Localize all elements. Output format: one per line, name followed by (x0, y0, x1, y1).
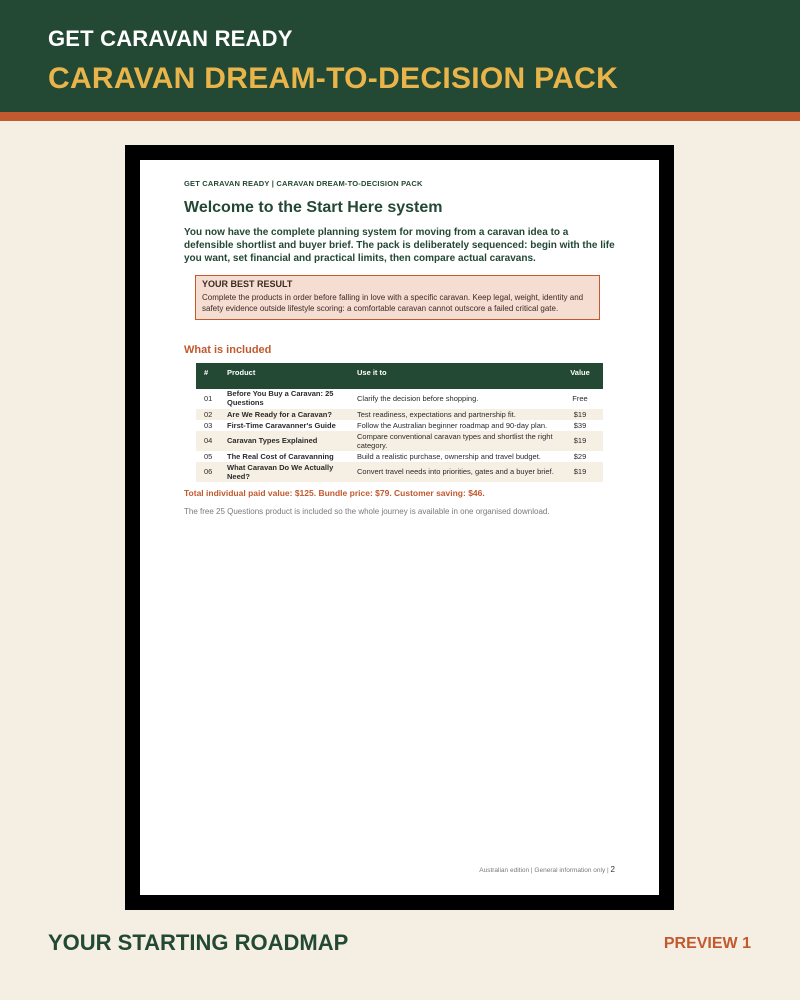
row-use: Convert travel needs into priorities, gates and a buyer brief. (357, 467, 554, 476)
row-number: 03 (204, 421, 213, 430)
preview-label: PREVIEW 1 (663, 935, 751, 952)
row-product: Are We Ready for a Caravan? (227, 410, 332, 419)
page-number: 2 (610, 865, 615, 874)
row-value: $19 (573, 436, 587, 445)
table-row (196, 431, 603, 451)
table-header-row (196, 363, 603, 389)
table-row (196, 451, 603, 462)
row-number: 04 (204, 436, 213, 445)
header-use: Use it to (357, 368, 387, 377)
banner-stripe (0, 112, 800, 121)
row-product: First-Time Caravanner's Guide (227, 421, 336, 430)
header-banner (0, 0, 800, 112)
row-use: Follow the Australian beginner roadmap and 90-day plan. (357, 421, 548, 430)
row-value: Free (572, 394, 588, 403)
footer-text: Australian edition | General information only | (479, 867, 609, 874)
header-number: # (204, 368, 209, 377)
row-value: $29 (573, 452, 587, 461)
best-result-callout (195, 275, 600, 320)
row-value: $39 (573, 421, 587, 430)
row-use: Test readiness, expectations and partnership fit. (357, 410, 516, 419)
row-product: What Caravan Do We Actually Need? (227, 463, 334, 481)
row-number: 05 (204, 452, 213, 461)
running-head: GET CARAVAN READY | CARAVAN DREAM-TO-DECISION PACK (184, 179, 423, 188)
section-heading: What is included (184, 344, 272, 356)
row-product: Before You Buy a Caravan: 25 Questions (227, 389, 334, 407)
row-number: 02 (204, 410, 213, 419)
document-page (140, 160, 659, 895)
row-product: Caravan Types Explained (227, 436, 318, 445)
table-row (196, 420, 603, 431)
free-product-note: The free 25 Questions product is included so the whole journey is available in one organised download. (184, 507, 550, 516)
products-table (196, 363, 603, 482)
row-value: $19 (573, 467, 587, 476)
header-product: Product (227, 368, 256, 377)
roadmap-title: YOUR STARTING ROADMAP (48, 930, 349, 955)
page-footer (479, 865, 615, 874)
row-use: Clarify the decision before shopping. (357, 394, 479, 403)
intro-paragraph: You now have the complete planning system for moving from a caravan idea to a defensible shortlist and buyer brief. The pack is deliberately sequenced: begin with the life you want, set financial and practical limits, then compare actual caravans. (184, 227, 615, 264)
row-use: Compare conventional caravan types and shortlist the right category. (357, 432, 553, 450)
document-heading: Welcome to the Start Here system (184, 199, 443, 216)
row-use: Build a realistic purchase, ownership and travel budget. (357, 452, 541, 461)
callout-text: Complete the products in order before falling in love with a specific caravan. Keep legal, weight, identity and safety evidence outside lifestyle scoring: a comfortable caravan cannot outscore a failed critical gate. (202, 293, 584, 313)
row-value: $19 (573, 410, 587, 419)
row-number: 01 (204, 394, 213, 403)
table-row (196, 389, 603, 409)
pack-title: CARAVAN DREAM-TO-DECISION PACK (48, 62, 619, 95)
table-row (196, 409, 603, 420)
pricing-summary: Total individual paid value: $125. Bundle price: $79. Customer saving: $46. (184, 488, 485, 498)
row-product: The Real Cost of Caravanning (227, 452, 334, 461)
row-number: 06 (204, 467, 213, 476)
brand-name: GET CARAVAN READY (48, 26, 293, 51)
table-row (196, 462, 603, 482)
header-value: Value (570, 368, 590, 377)
callout-title: YOUR BEST RESULT (202, 279, 293, 289)
